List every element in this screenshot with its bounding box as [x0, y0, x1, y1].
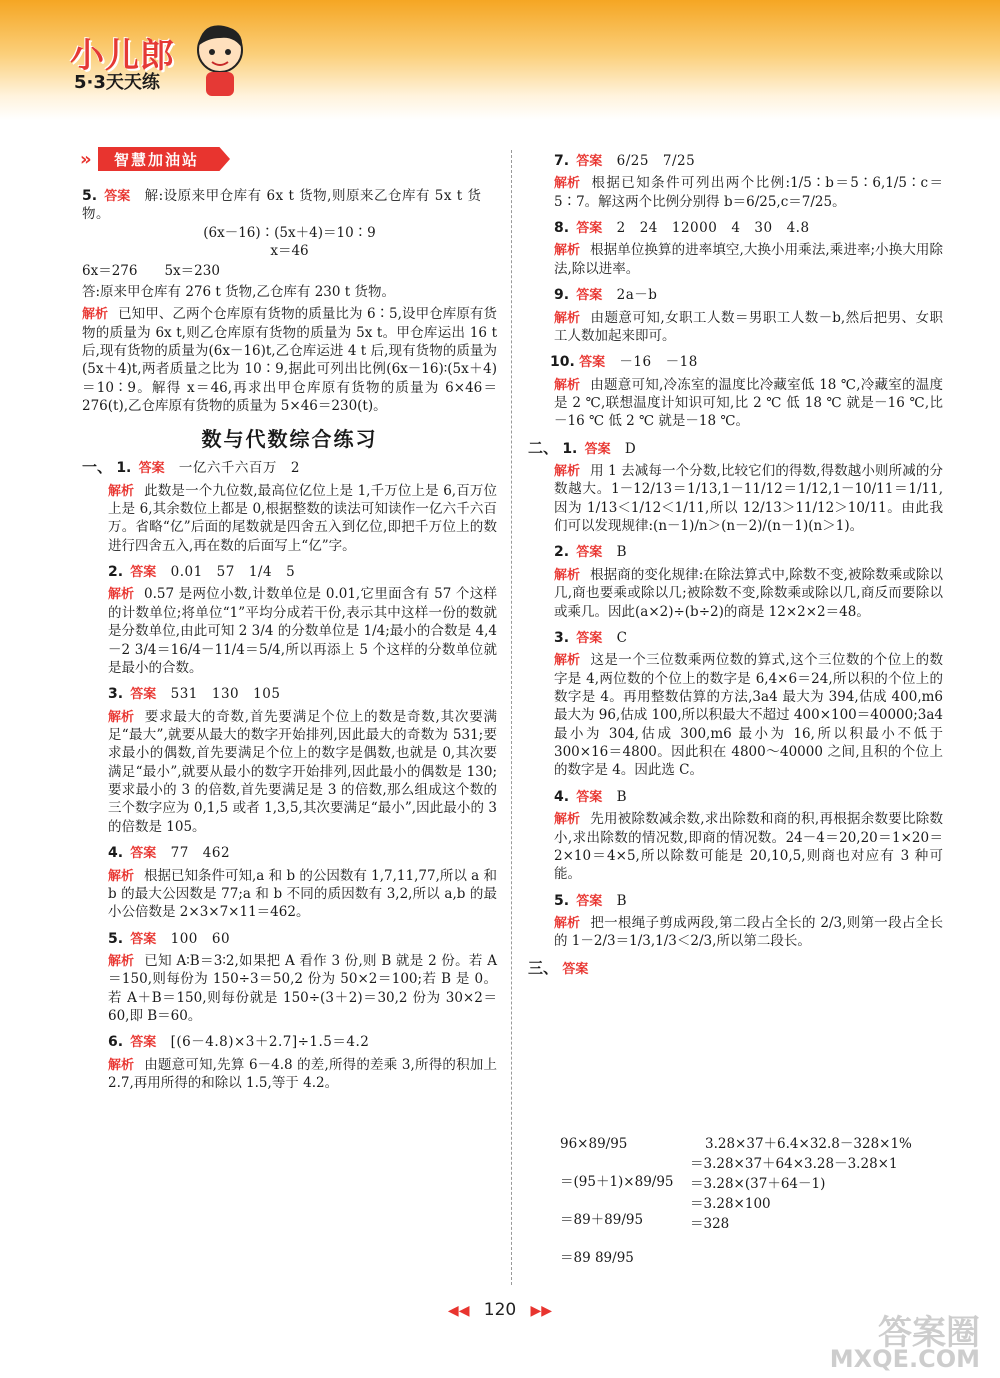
right-column [528, 150, 943, 984]
answer-label: 答案 [576, 545, 603, 561]
item-number: 1. [116, 460, 132, 477]
equation: x＝46 [270, 243, 309, 260]
page-footer [0, 1300, 1000, 1320]
item-number: 7. [554, 153, 570, 169]
answer-text: 77 462 [170, 845, 231, 862]
prev-arrows-icon: ◀◀ [447, 1303, 470, 1319]
analysis-text: 由题意可知,先算 6－4.8 的差,所得的差乘 3,所得的积加上 2.7,再用所得的和除以 1.5,等于 4.2。 [108, 1056, 497, 1092]
item-number: 1. [562, 440, 578, 457]
analysis-label: 解析 [554, 176, 581, 192]
answer-item-2-4 [528, 786, 943, 884]
analysis-text: 根据已知条件可列出两个比例:1/5∶b＝5∶6,1/5∶c＝5∶7。解这两个比例分别得 b＝6/25,c＝7/25。 [554, 175, 943, 210]
analysis-text: 已知甲、乙两个仓库原有货物的质量比为 6∶5,设甲仓库原有货物的质量为 6x t,则乙仓库原有货物的质量为 5x t。甲仓库运出 16 t 后,现有货物的质量为(6x－16)t,乙仓库运进 4 t 后,现有货物的质量为(5x＋4)t,两者质量之比为 10∶9,据此可列出比例(6x－16)∶(5x＋4)＝10∶9。解得 x＝46,再求出甲仓库原有货物的质量为 6×46＝276(t),乙仓库原有货物的质量为 5×46＝230(t)。 [82, 306, 497, 414]
answer-item-1-10 [528, 351, 943, 430]
answer-text: C [616, 629, 628, 646]
section-tag-label: 智慧加油站 [114, 151, 200, 169]
item-number: 10. [550, 354, 575, 371]
analysis-text: 已知 A∶B＝3∶2,如果把 A 看作 3 份,则 B 就是 2 份。若 A＝150,则每份为 150÷3＝50,2 份为 50×2＝100;若 B 是 0。若 A＋B＝150,则每份就是 150÷(3＋2)＝30,2 份为 30×2＝60,即 B＝60。 [108, 952, 497, 1025]
answer-label: 答案 [104, 189, 131, 204]
page-number: 120 [483, 1300, 517, 1320]
answer-label: 答案 [576, 221, 603, 237]
analysis-label: 解析 [82, 307, 109, 323]
answer-text: 2a－b [616, 287, 658, 304]
answer-text: 一亿六千六百万 2 [178, 460, 301, 477]
analysis-text: 这是一个三位数乘两位数的算式,这个三位数的个位上的数字是 4,两位数的个位上的数字是 6,4×6＝24,所以积的个位上的数字是 4。再用整数估算的方法,3a4 最大为 394,估成 400,m6 最大为 96,估成 100,所以积最大不超过 400×100＝40000;3a4 最小为 304,估成 300,m6 最小为 16,所以积最小不低于 300×16＝4800。因此积在 4800～40000 之间,且积的个位上的数字是 4。因此选 C。 [554, 652, 943, 779]
answer-label: 答案 [576, 154, 603, 169]
calc-right-line: ＝3.28×(37＋64－1) [690, 1176, 826, 1192]
answer-item-5 [82, 185, 497, 415]
item-number: 8. [554, 220, 570, 237]
calc-right-line: ＝328 [690, 1216, 730, 1232]
analysis-label: 解析 [554, 915, 581, 931]
answer-line: 6x＝276 5x＝230 [82, 263, 220, 280]
section-title: 数与代数综合练习 [201, 427, 378, 452]
analysis-label: 解析 [554, 464, 581, 480]
column-divider [511, 150, 512, 1285]
next-arrows-icon: ▶▶ [530, 1303, 553, 1319]
calc-right-line: 3.28×37＋6.4×32.8－328×1% [705, 1136, 912, 1152]
answer-item-2-2 [528, 541, 943, 620]
item-number: 5. [108, 930, 124, 947]
item-number: 9. [554, 287, 570, 304]
answer-item-1-1 [82, 456, 497, 555]
part-number: 二、 [528, 438, 559, 457]
equation: (6x－16)∶(5x＋4)＝10∶9 [203, 224, 376, 241]
answer-label: 答案 [584, 441, 611, 457]
analysis-text: 此数是一个九位数,最高位亿位上是 1,千万位上是 6,百万位上是 6,其余数位上都是 0,根据整数的读法可知读作一亿六千六百万。省略“亿”后面的尾数就是四舍五入到亿位,即把千万位上的数进行四舍五入,再在数的后面写上“亿”字。 [108, 482, 497, 554]
item-number: 6. [108, 1034, 124, 1051]
analysis-label: 解析 [108, 587, 135, 603]
analysis-text: 根据已知条件可知,a 和 b 的公因数有 1,7,11,77,所以 a 和 b 的最大公因数是 77;a 和 b 不同的质因数有 3,2,所以 a,b 的最小公倍数是 2×3×7×11＝462。 [108, 867, 497, 921]
item-number: 5. [82, 188, 98, 204]
answer-label: 答案 [579, 355, 606, 371]
answer-label: 答案 [576, 288, 603, 304]
answer-text: B [616, 788, 628, 805]
analysis-label: 解析 [108, 1057, 135, 1073]
answer-item-1-2 [82, 561, 497, 677]
analysis-label: 解析 [108, 953, 135, 969]
answer-text: [(6－4.8)×3＋2.7]÷1.5＝4.2 [170, 1034, 370, 1051]
analysis-label: 解析 [108, 709, 135, 725]
answer-text: D [624, 440, 637, 457]
analysis-text: 根据单位换算的进率填空,大换小用乘法,乘进率;小换大用除法,除以进率。 [554, 242, 943, 277]
answer-label: 答案 [130, 931, 157, 947]
section-tag [80, 147, 230, 171]
answer-label: 答案 [130, 1035, 157, 1051]
watermark: 答案圈 [878, 1313, 980, 1353]
answer-item-1-4 [82, 842, 497, 921]
analysis-label: 解析 [554, 243, 581, 259]
analysis-label: 解析 [554, 310, 581, 326]
item-number: 4. [108, 845, 124, 862]
item-number: 2. [554, 544, 570, 561]
series-name: 5·3天天练 [74, 72, 160, 93]
answer-text: B [616, 544, 628, 561]
answer-text: 100 60 [170, 930, 231, 947]
answer-item-2-5 [528, 890, 943, 951]
mascot-icon [190, 20, 250, 98]
analysis-text: 根据商的变化规律:在除法算式中,除数不变,被除数乘或除以几,商也要乘或除以几;被除数不变,除数乘或除以几,商反而要除以或乘几。因此(a×2)÷(b÷2)的商是 12×2×2＝48。 [554, 566, 943, 620]
tag-arrow-icon: » [80, 149, 92, 170]
analysis-label: 解析 [108, 868, 135, 884]
analysis-label: 解析 [554, 653, 581, 669]
analysis-text: 把一根绳子剪成两段,第二段占全长的 2/3,则第一段占全长的 1－2/3＝1/3,1/3＜2/3,所以第二段长。 [554, 914, 943, 950]
watermark-url: MXQE.COM [829, 1345, 980, 1373]
analysis-text: 0.57 是两位小数,计数单位是 0.01,它里面含有 57 个这样的计数单位;将单位“1”平均分成若干份,表示其中这样一份的数就是分数单位,由此可知 2 3/4 的分数单位是 1/4;最小的合数是 4,4－2 3/4＝16/4－11/4＝5/4,所以再添上 5 个这样的分数单位就是最小的合数。 [108, 586, 497, 676]
answer-label: 答案 [130, 565, 157, 581]
calc-left-line: ＝(95＋1)×89/95 [560, 1174, 674, 1190]
calc-left-line: 96×89/95 [560, 1136, 628, 1152]
page-header [0, 0, 1000, 120]
answer-label: 答案 [562, 961, 589, 977]
answer-label: 答案 [138, 461, 165, 477]
analysis-text: 用 1 去减每一个分数,比较它们的得数,得数越小则所减的分数越大。1－12/13＝1/13,1－11/12＝1/12,1－10/11＝1/11,因为 1/13＜1/12＜1/11,所以 12/13＞11/12＞10/11。由此我们可以发现规律:(n－1)/n＞(n－2)/(n－1)(n＞1)。 [554, 463, 943, 535]
analysis-label: 解析 [554, 567, 581, 583]
answer-label: 答案 [576, 630, 603, 646]
answer-text: 0.01 57 1/4 5 [170, 564, 296, 581]
brand-logo: 小儿郎 [70, 36, 175, 76]
answer-label: 答案 [576, 789, 603, 805]
analysis-label: 解析 [554, 377, 581, 393]
answer-item-1-9 [528, 284, 943, 345]
calc-right-line: ＝3.28×37＋64×3.28－3.28×1 [690, 1156, 898, 1172]
answer-text: 2 24 12000 4 30 4.8 [616, 220, 810, 237]
answer-text: 6/25 7/25 [616, 153, 696, 169]
answer-line: 答:原来甲仓库有 276 t 货物,乙仓库有 230 t 货物。 [82, 283, 395, 300]
item-number: 2. [108, 564, 124, 581]
part-number: 三、 [528, 958, 559, 977]
answer-item-1-6 [82, 1031, 497, 1092]
answer-item-1-7 [528, 150, 943, 211]
item-number: 3. [108, 686, 124, 703]
calc-left-line: ＝89＋89/95 [560, 1212, 644, 1228]
analysis-text: 由题意可知,冷冻室的温度比冷藏室低 18 ℃,冷藏室的温度是 2 ℃,联想温度计知识可知,比 2 ℃ 低 18 ℃ 就是－16 ℃,比－16 ℃ 低 2 ℃ 就是－18 ℃。 [554, 376, 943, 430]
analysis-text: 先用被除数减余数,求出除数和商的积,再根据余数要比除数小,求出除数的情况数,即商的情况数。24－4＝20,20＝1×20＝2×10＝4×5,所以除数可能是 20,10,5,则商也对应有 3 种可能。 [554, 811, 943, 883]
answer-item-3 [528, 957, 943, 978]
analysis-label: 解析 [554, 812, 581, 828]
analysis-label: 解析 [108, 483, 135, 499]
calc-left-line: ＝89 89/95 [560, 1250, 634, 1266]
item-number: 3. [554, 629, 570, 646]
answer-item-1-5 [82, 928, 497, 1026]
item-number: 5. [554, 892, 570, 909]
answer-label: 答案 [576, 893, 603, 909]
answer-text: B [616, 892, 628, 909]
answer-item-2-3 [528, 627, 943, 780]
analysis-text: 要求最大的奇数,首先要满足个位上的数是奇数,其次要满足“最大”,就要从最大的数字开始排列,因此最大的奇数为 531;要求最小的偶数,首先要满足个位上的数字是偶数,也就是 0,其次要满足“最小”,就要从最小的数字开始排列,因此最小的偶数是 130;要求最小的 3 的倍数,首先要满足是 3 的倍数,那么组成这个数的三个数字应为 0,1,5 或者 1,3,5,其次要满足“最小”,因此最小的 3 的倍数是 105。 [108, 708, 497, 835]
part-number: 一、 [82, 458, 113, 477]
answer-label: 答案 [130, 687, 157, 703]
answer-text: －16 －18 [619, 354, 698, 371]
answer-label: 答案 [130, 846, 157, 862]
answer-item-2-1 [528, 437, 943, 536]
calc-right-line: ＝3.28×100 [690, 1196, 771, 1212]
answer-line: 解:设原来甲仓库有 6x t 货物,则原来乙仓库有 5x t 货物。 [82, 188, 482, 223]
answer-item-1-3 [82, 683, 497, 836]
left-column [82, 185, 497, 1098]
answer-text: 531 130 105 [170, 686, 281, 703]
answer-item-1-8 [528, 217, 943, 278]
item-number: 4. [554, 788, 570, 805]
analysis-text: 由题意可知,女职工人数＝男职工人数－b,然后把男、女职工人数加起来即可。 [554, 309, 943, 344]
